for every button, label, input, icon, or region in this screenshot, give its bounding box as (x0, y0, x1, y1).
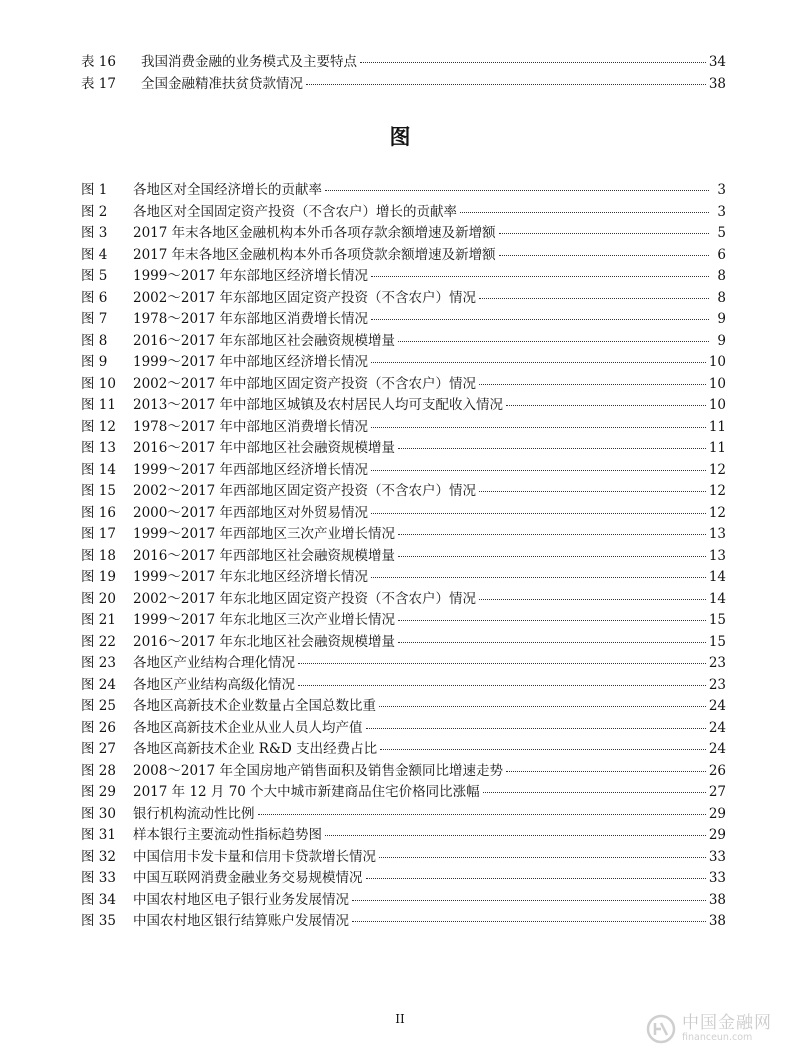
toc-entry-figure-6[interactable] (81, 286, 726, 308)
entry-title: 中国农村地区银行结算账户发展情况 (133, 913, 349, 929)
table-list (81, 50, 726, 93)
entry-page: 10 (708, 375, 726, 392)
entry-page: 3 (717, 182, 726, 198)
entry-page: 14 (708, 569, 726, 585)
entry-label: 图 35 (81, 913, 116, 929)
toc-entry-figure-32[interactable] (81, 845, 726, 867)
dot-leader (352, 921, 706, 922)
entry-title: 2016～2017 年东部地区社会融资规模增量 (133, 332, 396, 349)
dot-leader (398, 448, 706, 449)
entry-title: 中国信用卡发卡量和信用卡贷款增长情况 (133, 848, 376, 865)
entry-label: 图 19 (81, 569, 116, 585)
toc-entry-figure-27[interactable] (81, 737, 726, 759)
dot-leader (398, 341, 709, 342)
toc-entry-figure-13[interactable] (81, 436, 726, 458)
entry-title: 2017 年 12 月 70 个大中城市新建商品住宅价格同比涨幅 (133, 784, 480, 800)
entry-title: 2008～2017 年全国房地产销售面积及销售金额同比增速走势 (133, 762, 504, 779)
entry-page: 29 (708, 805, 726, 822)
entry-label: 图 26 (81, 719, 116, 736)
entry-page: 12 (708, 461, 726, 478)
entry-title: 2002～2017 年东部地区固定资产投资（不含农户）情况 (133, 289, 477, 306)
entry-page: 23 (708, 655, 726, 671)
entry-title: 1978～2017 年东部地区消费增长情况 (133, 311, 369, 327)
entry-page: 15 (708, 633, 726, 650)
dot-leader (398, 556, 706, 557)
entry-label: 图 6 (81, 289, 108, 306)
dot-leader (506, 405, 706, 406)
entry-page: 24 (708, 698, 726, 714)
entry-title: 各地区对全国固定资产投资（不含农户）增长的贡献率 (133, 203, 457, 220)
entry-page: 12 (708, 483, 726, 499)
toc-entry-figure-10[interactable] (81, 372, 726, 394)
entry-page: 6 (717, 246, 726, 263)
dot-leader (379, 706, 706, 707)
toc-entry-figure-14[interactable] (81, 458, 726, 480)
dot-leader (258, 814, 706, 815)
toc-entry-figure-3[interactable] (81, 221, 726, 243)
entry-label: 表 16 (81, 54, 116, 70)
entry-page: 9 (717, 332, 726, 349)
dot-leader (398, 620, 706, 621)
entry-page: 5 (717, 225, 726, 241)
toc-entry-figure-4[interactable] (81, 243, 726, 265)
entry-title: 银行机构流动性比例 (133, 805, 255, 822)
toc-entry-figure-11[interactable] (81, 393, 726, 415)
entry-label: 图 14 (81, 461, 116, 478)
toc-entry-figure-35[interactable] (81, 909, 726, 931)
entry-title: 各地区产业结构合理化情况 (133, 655, 295, 671)
dot-leader (371, 362, 706, 363)
entry-title: 1999～2017 年东北地区经济增长情况 (133, 569, 369, 585)
toc-entry-figure-23[interactable] (81, 651, 726, 673)
entry-label: 图 34 (81, 891, 116, 908)
entry-label: 图 27 (81, 741, 116, 757)
entry-page: 10 (708, 354, 726, 370)
entry-page: 24 (708, 719, 726, 736)
watermark-domain: financeun.com (682, 1031, 753, 1043)
dot-leader (325, 190, 709, 191)
dot-leader (371, 513, 706, 514)
entry-label: 图 2 (81, 203, 108, 220)
entry-label: 图 25 (81, 698, 116, 714)
dot-leader (499, 255, 709, 256)
logo-icon (646, 1014, 676, 1044)
toc-entry-figure-17[interactable] (81, 522, 726, 544)
entry-title: 1999～2017 年中部地区经济增长情况 (133, 354, 369, 370)
entry-label: 图 7 (81, 311, 108, 327)
entry-label: 图 30 (81, 805, 116, 822)
toc-entry-figure-16[interactable] (81, 501, 726, 523)
entry-label: 图 15 (81, 483, 116, 499)
entry-label: 图 11 (81, 397, 116, 413)
toc-entry-figure-2[interactable] (81, 200, 726, 222)
toc-entry-figure-26[interactable] (81, 716, 726, 738)
toc-entry-figure-31[interactable] (81, 823, 726, 845)
entry-page: 9 (717, 311, 726, 327)
entry-page: 38 (708, 913, 726, 929)
watermark-text (682, 1015, 772, 1043)
toc-entry-figure-19[interactable] (81, 565, 726, 587)
entry-label: 图 1 (81, 182, 108, 198)
dot-leader (352, 900, 706, 901)
entry-page: 26 (708, 762, 726, 779)
dot-leader (380, 749, 706, 750)
entry-title: 2000～2017 年西部地区对外贸易情况 (133, 504, 369, 521)
toc-entry-figure-22[interactable] (81, 630, 726, 652)
dot-leader (398, 534, 706, 535)
dot-leader (298, 663, 706, 664)
entry-label: 图 13 (81, 440, 116, 456)
entry-title: 2016～2017 年东北地区社会融资规模增量 (133, 633, 396, 650)
toc-entry-figure-8[interactable] (81, 329, 726, 351)
watermark (646, 1014, 772, 1044)
entry-page: 38 (708, 75, 726, 92)
entry-title: 中国农村地区电子银行业务发展情况 (133, 891, 349, 908)
entry-page: 8 (717, 289, 726, 306)
entry-page: 34 (708, 54, 726, 70)
dot-leader (499, 233, 709, 234)
toc-entry-figure-9[interactable] (81, 350, 726, 372)
entry-page: 13 (708, 526, 726, 542)
page-number: II (395, 1012, 405, 1026)
entry-label: 图 12 (81, 418, 116, 435)
dot-leader (366, 728, 706, 729)
dot-leader (479, 384, 706, 385)
entry-label: 图 18 (81, 547, 116, 564)
dot-leader (398, 642, 706, 643)
toc-entry-figure-33[interactable] (81, 866, 726, 888)
entry-label: 图 5 (81, 268, 108, 284)
entry-page: 12 (708, 504, 726, 521)
dot-leader (371, 276, 709, 277)
toc-entry-table-16[interactable] (81, 50, 726, 72)
toc-entry-figure-29[interactable] (81, 780, 726, 802)
entry-label: 图 31 (81, 827, 116, 843)
toc-entry-figure-30[interactable] (81, 802, 726, 824)
entry-label: 图 21 (81, 612, 116, 628)
entry-label: 图 22 (81, 633, 116, 650)
entry-label: 图 33 (81, 870, 116, 886)
entry-title: 2017 年末各地区金融机构本外币各项存款余额增速及新增额 (133, 225, 496, 241)
entry-label: 图 8 (81, 332, 108, 349)
toc-entry-figure-18[interactable] (81, 544, 726, 566)
entry-title: 各地区对全国经济增长的贡献率 (133, 182, 322, 198)
entry-title: 1999～2017 年西部地区三次产业增长情况 (133, 526, 396, 542)
dot-leader (371, 319, 709, 320)
toc-entry-figure-5[interactable] (81, 264, 726, 286)
entry-page: 33 (708, 870, 726, 886)
entry-page: 11 (708, 418, 726, 435)
entry-title: 2016～2017 年西部地区社会融资规模增量 (133, 547, 396, 564)
entry-page: 10 (708, 397, 726, 413)
toc-entry-figure-24[interactable] (81, 673, 726, 695)
dot-leader (371, 577, 706, 578)
dot-leader (479, 298, 709, 299)
entry-title: 各地区产业结构高级化情况 (133, 676, 295, 693)
entry-page: 38 (708, 891, 726, 908)
entry-label: 图 9 (81, 354, 108, 370)
toc-entry-figure-7[interactable] (81, 307, 726, 329)
toc-entry-figure-25[interactable] (81, 694, 726, 716)
entry-title: 2016～2017 年中部地区社会融资规模增量 (133, 440, 396, 456)
entry-title: 2002～2017 年西部地区固定资产投资（不含农户）情况 (133, 483, 477, 499)
entry-page: 24 (708, 741, 726, 757)
toc-entry-figure-12[interactable] (81, 415, 726, 437)
entry-label: 图 29 (81, 784, 116, 800)
dot-leader (479, 491, 706, 492)
entry-title: 各地区高新技术企业数量占全国总数比重 (133, 698, 376, 714)
toc-entry-figure-34[interactable] (81, 888, 726, 910)
toc-entry-figure-20[interactable] (81, 587, 726, 609)
entry-title: 1999～2017 年东部地区经济增长情况 (133, 268, 369, 284)
entry-page: 23 (708, 676, 726, 693)
entry-page: 13 (708, 547, 726, 564)
entry-label: 图 32 (81, 848, 116, 865)
entry-label: 图 20 (81, 590, 116, 607)
entry-label: 图 4 (81, 246, 108, 263)
toc-entry-table-17[interactable] (81, 72, 726, 94)
entry-title: 我国消费金融的业务模式及主要特点 (141, 54, 357, 70)
dot-leader (506, 771, 706, 772)
dot-leader (371, 470, 706, 471)
section-heading: 图 (389, 124, 411, 149)
figure-list (81, 178, 726, 931)
watermark-name: 中国金融网 (682, 1013, 772, 1034)
entry-title: 1978～2017 年中部地区消费增长情况 (133, 418, 369, 435)
entry-label: 表 17 (81, 75, 116, 92)
entry-title: 各地区高新技术企业 R&D 支出经费占比 (133, 741, 378, 757)
toc-entry-figure-28[interactable] (81, 759, 726, 781)
entry-label: 图 28 (81, 762, 116, 779)
entry-page: 3 (717, 203, 726, 220)
entry-title: 各地区高新技术企业从业人员人均产值 (133, 719, 363, 736)
entry-page: 8 (717, 268, 726, 284)
entry-page: 15 (708, 612, 726, 628)
dot-leader (379, 857, 706, 858)
dot-leader (298, 685, 706, 686)
dot-leader (460, 212, 709, 213)
dot-leader (325, 835, 706, 836)
entry-page: 29 (708, 827, 726, 843)
entry-title: 样本银行主要流动性指标趋势图 (133, 827, 322, 843)
toc-entry-figure-1[interactable] (81, 178, 726, 200)
toc-entry-figure-15[interactable] (81, 479, 726, 501)
entry-label: 图 10 (81, 375, 116, 392)
entry-label: 图 24 (81, 676, 116, 693)
entry-label: 图 16 (81, 504, 116, 521)
entry-page: 11 (708, 440, 726, 456)
dot-leader (306, 84, 706, 85)
entry-label: 图 17 (81, 526, 116, 542)
entry-title: 2002～2017 年中部地区固定资产投资（不含农户）情况 (133, 375, 477, 392)
entry-label: 图 23 (81, 655, 116, 671)
entry-page: 14 (708, 590, 726, 607)
entry-title: 中国互联网消费金融业务交易规模情况 (133, 870, 363, 886)
entry-title: 2017 年末各地区金融机构本外币各项贷款余额增速及新增额 (133, 246, 496, 263)
entry-page: 33 (708, 848, 726, 865)
entry-title: 1999～2017 年西部地区经济增长情况 (133, 461, 369, 478)
entry-title: 2002～2017 年东北地区固定资产投资（不含农户）情况 (133, 590, 477, 607)
dot-leader (366, 878, 706, 879)
entry-label: 图 3 (81, 225, 108, 241)
toc-entry-figure-21[interactable] (81, 608, 726, 630)
dot-leader (360, 62, 706, 63)
dot-leader (483, 792, 706, 793)
dot-leader (371, 427, 706, 428)
entry-page: 27 (708, 784, 726, 800)
entry-title: 2013～2017 年中部地区城镇及农村居民人均可支配收入情况 (133, 397, 504, 413)
entry-title: 全国金融精准扶贫贷款情况 (141, 75, 303, 92)
entry-title: 1999～2017 年东北地区三次产业增长情况 (133, 612, 396, 628)
dot-leader (479, 599, 706, 600)
